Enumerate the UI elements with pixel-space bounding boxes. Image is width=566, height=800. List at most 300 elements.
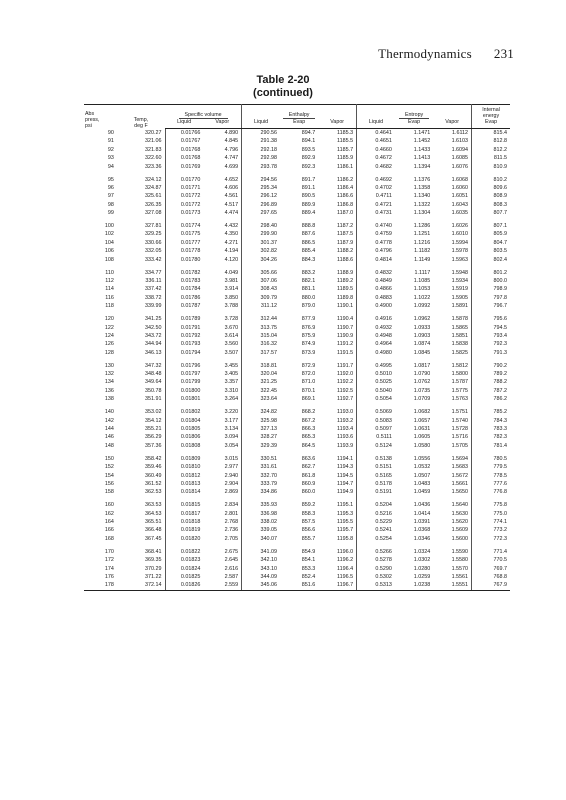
table-cell: 881.1 (301, 286, 316, 293)
table-cell: 3.310 (203, 387, 241, 395)
table-cell: 3.670 (203, 324, 241, 332)
table-cell: 1.1085 (413, 278, 431, 284)
table-cell: 0.5290 (375, 565, 392, 572)
table-cell: 3.357 (203, 378, 241, 386)
table-cell: 1.0992 (413, 303, 431, 310)
table-cell: 1187.9 (318, 239, 356, 247)
table-cell: 1.1251 (413, 231, 431, 238)
table-cell: 1.6060 (433, 184, 471, 192)
table-cell: 796.7 (493, 303, 507, 310)
table-cell: 146 (104, 434, 114, 441)
table-cell: 1.5963 (433, 256, 471, 264)
table-cell: 880.0 (301, 294, 316, 301)
table-cell: 0.5216 (375, 510, 392, 517)
table-cell: 1.1182 (414, 248, 431, 255)
table-cell: 1189.2 (318, 277, 356, 285)
table-cell: 0.4916 (375, 316, 392, 323)
table-cell: 812.8 (493, 138, 507, 145)
table-cell: 4.517 (203, 201, 241, 209)
table-cell: 3.054 (203, 442, 241, 450)
table-cell: 3.788 (203, 302, 241, 310)
table-cell: 0.4740 (375, 223, 392, 230)
table-cell: 0.4995 (375, 362, 392, 369)
table-cell: 860.0 (301, 489, 316, 496)
table-cell: 1.0580 (413, 442, 431, 449)
table-cell: 353.02 (117, 404, 165, 417)
table-cell: 0.01815 (180, 502, 201, 509)
table-cell: 178 (84, 581, 117, 590)
subheader-vapor: Vapor (318, 119, 356, 129)
table-cell: 1.1452 (413, 138, 431, 145)
table-cell: 0.01823 (180, 557, 201, 564)
table-cell: 4.120 (203, 256, 241, 264)
table-cell: 3.177 (203, 417, 241, 425)
table-cell: 345.06 (242, 581, 280, 590)
table-cell: 782.3 (493, 434, 507, 441)
table-cell: 328.27 (260, 434, 277, 441)
table-cell: 329.39 (260, 442, 277, 449)
table-cell: 0.01799 (180, 379, 201, 386)
table-cell: 1186.4 (318, 184, 356, 192)
table-cell: 0.01787 (180, 303, 201, 310)
table-cell: 156 (104, 480, 114, 487)
table-cell: 1.5994 (433, 239, 471, 247)
table-cell: 3.728 (203, 311, 241, 324)
table-cell: 1.6026 (433, 218, 471, 231)
table-cell: 4.271 (203, 239, 241, 247)
table-cell: 116 (105, 294, 114, 301)
table-cell: 1.1286 (413, 223, 431, 230)
table-cell: 853.3 (301, 565, 316, 572)
table-cell: 358.42 (117, 450, 165, 463)
table-cell: 787.2 (493, 387, 507, 394)
table-cell: 854.1 (301, 557, 316, 564)
table-cell: 771.4 (493, 548, 507, 555)
table-cell: 0.01767 (180, 138, 201, 145)
table-cell: 892.9 (301, 155, 316, 162)
table-cell: 1185.3 (318, 129, 356, 138)
table-cell: 804.7 (493, 239, 507, 246)
table-cell: 1.6112 (433, 129, 471, 138)
table-cell: 0.01780 (180, 256, 201, 263)
table-cell: 1.0532 (413, 464, 431, 471)
table-cell: 1.5919 (433, 285, 471, 293)
table-cell: 0.01792 (180, 332, 201, 339)
table-cell: 1.5650 (433, 488, 471, 496)
abs-press-header: Abs press, psi (85, 110, 100, 129)
table-cell: 1.1022 (413, 294, 431, 301)
table-cell: 793.4 (493, 332, 507, 339)
table-cell: 873.9 (301, 349, 316, 356)
table-cell: 321.83 (117, 146, 165, 154)
table-cell: 1.5800 (433, 370, 471, 378)
table-cell: 1195.3 (318, 510, 356, 518)
table-cell: 1185.5 (318, 137, 356, 145)
table-cell: 1.1433 (413, 146, 431, 153)
table-cell: 2.705 (203, 535, 241, 543)
table-cell: 293.78 (260, 163, 277, 170)
table-cell: 800.0 (493, 278, 507, 284)
table-cell: 4.194 (203, 247, 241, 255)
table-cell: 317.57 (260, 349, 277, 356)
table-cell: 0.4672 (375, 155, 392, 162)
table-cell: 168 (104, 535, 114, 542)
table-cell: 333.42 (117, 256, 165, 264)
table-row (84, 285, 510, 293)
table-cell: 891.1 (301, 184, 316, 191)
table-cell: 1.0874 (413, 341, 431, 348)
table-cell: 3.614 (203, 332, 241, 340)
table-cell: 350.78 (117, 387, 165, 395)
table-row (84, 370, 510, 378)
table-cell: 885.4 (301, 248, 316, 255)
table-cell: 1189.8 (318, 294, 356, 302)
table-cell: 1.5570 (433, 565, 471, 573)
table-cell: 0.01768 (180, 146, 201, 153)
table-cell: 1.5978 (433, 247, 471, 255)
table-cell: 361.52 (117, 480, 165, 488)
table-cell: 0.4883 (375, 294, 392, 301)
table-row (84, 264, 510, 277)
table-cell: 294.56 (260, 176, 277, 183)
table-cell: 0.01802 (180, 409, 201, 416)
table-row (84, 163, 510, 171)
table-cell: 1.0903 (413, 332, 431, 339)
table-cell: 0.01809 (180, 455, 201, 462)
table-cell: 0.5069 (375, 409, 392, 416)
table-cell: 323.64 (260, 396, 277, 403)
table-cell: 304.26 (260, 256, 277, 263)
table-cell: 807.1 (493, 223, 507, 230)
table-cell: 859.2 (301, 502, 316, 509)
table-cell: 883.2 (301, 269, 316, 276)
table-cell: 341.09 (260, 548, 277, 555)
table-cell: 1.5891 (433, 302, 471, 310)
table-cell: 1.6035 (433, 209, 471, 217)
table-row (84, 497, 510, 510)
table-cell: 1.0259 (413, 574, 431, 580)
table-cell: 789.2 (493, 371, 507, 378)
table-cell: 298.40 (260, 223, 277, 230)
table-cell: 4.561 (203, 192, 241, 200)
table-cell: 1.6068 (433, 171, 471, 184)
table-cell: 295.34 (260, 184, 277, 191)
table-row (84, 404, 510, 417)
table-cell: 330.51 (260, 455, 277, 462)
table-cell: 2.675 (203, 543, 241, 556)
table-cell: 803.5 (493, 248, 507, 255)
table-cell: 332.70 (260, 472, 277, 479)
table-cell: 1.0238 (395, 581, 433, 590)
table-cell: 1193.6 (318, 433, 356, 441)
table-cell: 320.27 (117, 129, 165, 138)
table-row (84, 518, 510, 526)
table-cell: 368.41 (117, 543, 165, 556)
table-cell: 1.1117 (414, 269, 431, 276)
table-cell: 0.5138 (375, 455, 392, 462)
table-cell: 0.5191 (375, 489, 392, 496)
table-cell: 128 (104, 349, 114, 356)
table-cell: 3.405 (203, 370, 241, 378)
table-cell: 1194.5 (318, 472, 356, 480)
table-cell: 868.2 (301, 409, 316, 416)
table-cell: 0.4980 (375, 349, 392, 356)
table-cell: 340.07 (260, 535, 277, 542)
table-cell: 154 (104, 472, 114, 479)
table-cell: 2.616 (203, 565, 241, 573)
table-cell: 1.5609 (433, 526, 471, 534)
table-cell: 2.904 (203, 480, 241, 488)
table-cell: 805.9 (493, 231, 507, 238)
table-cell: 96 (107, 184, 114, 191)
table-row (84, 463, 510, 471)
table-cell: 104 (104, 239, 114, 246)
table-cell: 810.2 (493, 176, 507, 183)
table-cell: 783.3 (493, 426, 507, 432)
table-cell: 1.5838 (433, 340, 471, 348)
table-cell: 339.99 (117, 302, 165, 310)
table-cell: 370.29 (117, 565, 165, 573)
table-cell: 1.0391 (413, 519, 431, 526)
table-cell: 0.5111 (376, 434, 392, 441)
table-cell: 0.4796 (375, 248, 392, 255)
table-cell: 2.940 (203, 472, 241, 480)
table-cell: 0.4948 (375, 332, 392, 339)
table-number: Table 2-20 (256, 74, 310, 86)
table-cell: 1.0483 (413, 480, 431, 487)
table-cell: 0.01784 (180, 286, 201, 293)
table-cell: 333.79 (260, 480, 277, 487)
table-cell: 0.01786 (180, 294, 201, 301)
table-cell: 1187.5 (318, 230, 356, 238)
table-cell: 325.98 (260, 417, 277, 424)
table-row (84, 573, 510, 581)
table-cell: 0.5151 (375, 464, 392, 471)
table-cell: 1.5580 (433, 556, 471, 564)
table-cell: 1.5683 (433, 463, 471, 471)
table-cell: 327.81 (117, 218, 165, 231)
table-cell: 810.9 (493, 163, 507, 170)
table-cell: 1187.2 (318, 218, 356, 231)
table-cell: 0.01773 (180, 210, 201, 217)
table-cell: 1193.9 (318, 442, 356, 450)
table-cell: 1195.7 (318, 526, 356, 534)
table-cell: 851.6 (280, 581, 318, 590)
steam-table (84, 104, 510, 591)
table-cell: 99 (107, 210, 114, 217)
table-cell: 0.01772 (180, 193, 201, 200)
table-cell: 1185.9 (318, 154, 356, 162)
table-cell: 100 (104, 223, 114, 230)
table-cell: 1.0657 (413, 417, 431, 424)
table-cell: 0.5204 (375, 502, 392, 509)
table-cell: 1194.1 (318, 450, 356, 463)
table-cell: 0.5229 (375, 519, 392, 526)
table-cell: 0.01818 (180, 519, 201, 526)
table-cell: 1.5851 (433, 332, 471, 340)
table-row (84, 340, 510, 348)
table-cell: 1.1149 (414, 256, 431, 263)
table-row (84, 302, 510, 310)
table-cell: 0.01789 (180, 316, 201, 323)
table-cell: 866.3 (301, 426, 316, 432)
table-cell: 767.9 (472, 581, 510, 590)
table-cell: 124 (104, 332, 114, 339)
table-cell: 1185.7 (318, 146, 356, 154)
table-cell: 90 (107, 129, 114, 136)
table-cell: 0.01814 (180, 489, 201, 496)
table-cell: 891.7 (301, 176, 316, 183)
table-row (84, 433, 510, 441)
table-cell: 0.01825 (180, 574, 201, 580)
table-cell: 781.4 (493, 442, 507, 449)
table-cell: 784.3 (493, 417, 507, 424)
table-row (84, 556, 510, 564)
table-cell: 1.5905 (433, 294, 471, 302)
table-cell: 118 (105, 303, 114, 310)
table-cell: 1196.5 (318, 573, 356, 581)
table-cell: 1188.6 (318, 256, 356, 264)
table-cell: 108 (104, 256, 114, 263)
table-cell: 0.01797 (180, 371, 201, 378)
table-cell: 794.5 (493, 324, 507, 331)
table-cell: 856.6 (301, 527, 316, 534)
table-cell: 110 (105, 269, 114, 276)
table-cell: 1.0631 (413, 426, 431, 432)
table-cell: 1.5551 (433, 581, 471, 590)
table-cell: 1.5787 (433, 378, 471, 386)
table-row (84, 387, 510, 395)
table-cell: 1192.7 (318, 395, 356, 403)
table-cell: 1196.7 (318, 581, 356, 590)
table-header (84, 105, 510, 129)
table-cell: 0.01800 (180, 387, 201, 394)
table-cell: 0.4814 (375, 256, 392, 263)
table-cell: 2.645 (203, 556, 241, 564)
table-cell: 0.5178 (375, 480, 392, 487)
table-cell: 861.8 (301, 472, 316, 479)
table-cell: 4.747 (203, 154, 241, 162)
table-cell: 0.5124 (375, 442, 392, 449)
table-cell: 4.350 (203, 230, 241, 238)
table-cell: 1.0933 (413, 324, 431, 331)
table-cell: 321.06 (117, 137, 165, 145)
table-cell: 292.98 (260, 155, 277, 162)
table-cell: 852.4 (301, 574, 316, 580)
table-cell: 307.06 (260, 278, 277, 284)
table-cell: 884.3 (301, 256, 316, 263)
table-cell: 879.0 (301, 303, 316, 310)
table-row (84, 332, 510, 340)
table-cell: 330.66 (117, 239, 165, 247)
table-cell: 889.9 (301, 201, 316, 208)
table-cell: 0.4692 (375, 176, 392, 183)
table-row (84, 218, 510, 231)
table-cell: 2.768 (203, 518, 241, 526)
table-cell: 1.5751 (433, 404, 471, 417)
table-cell: 106 (104, 248, 114, 255)
table-cell: 144 (104, 426, 114, 432)
table-cell: 0.4651 (375, 138, 392, 145)
table-cell: 98 (107, 201, 114, 208)
table-cell: 0.4832 (375, 269, 392, 276)
table-cell: 1187.0 (318, 209, 356, 217)
table-cell: 363.53 (117, 497, 165, 510)
table-cell: 0.01782 (180, 269, 201, 276)
table-cell: 150 (104, 455, 114, 462)
table-cell: 152 (104, 464, 114, 471)
table-cell: 876.9 (301, 324, 316, 331)
table-cell: 775.8 (493, 502, 507, 509)
table-cell: 0.01771 (180, 184, 201, 191)
table-cell: 134 (104, 379, 114, 386)
table-cell: 321.25 (260, 379, 277, 386)
table-cell: 0.01810 (180, 464, 201, 471)
table-cell: 3.094 (203, 433, 241, 441)
table-cell: 342.10 (260, 557, 277, 564)
table-cell: 1.0735 (413, 387, 431, 394)
table-cell: 4.049 (203, 264, 241, 277)
subheader-evap: Evap (395, 119, 433, 129)
table-cell: 351.91 (117, 395, 165, 403)
table-cell: 1.0368 (413, 527, 431, 534)
table-cell: 2.834 (203, 497, 241, 510)
running-head-title: Thermodynamics (378, 46, 472, 61)
table-cell: 2.869 (203, 488, 241, 496)
table-row (84, 442, 510, 450)
table-cell: 336.11 (117, 277, 165, 285)
table-cell: 864.5 (301, 442, 316, 449)
table-row (84, 395, 510, 403)
table-row (84, 154, 510, 162)
table-cell: 132 (104, 371, 114, 378)
table-cell: 808.3 (493, 201, 507, 208)
table-cell: 95 (107, 176, 114, 183)
subheader-liquid: Liquid (357, 119, 395, 129)
table-row (84, 543, 510, 556)
table-cell: 790.2 (493, 362, 507, 369)
table-cell: 372.14 (117, 581, 165, 590)
table-cell: 772.3 (493, 535, 507, 542)
entropy-header: Entropy (357, 105, 472, 120)
table-cell: 2.801 (203, 510, 241, 518)
table-cell: 894.7 (301, 130, 316, 136)
table-row (84, 184, 510, 192)
table-cell: 1192.2 (318, 378, 356, 386)
table-cell: 4.606 (203, 184, 241, 192)
table-cell: 1191.2 (318, 340, 356, 348)
table-cell: 1.5812 (433, 357, 471, 370)
table-cell: 4.796 (203, 146, 241, 154)
table-cell: 344.94 (117, 340, 165, 348)
table-cell: 3.134 (203, 425, 241, 433)
table-cell: 0.01805 (180, 426, 201, 432)
table-cell: 0.5266 (375, 548, 392, 555)
table-cell: 863.6 (301, 455, 316, 462)
table-row (84, 480, 510, 488)
table-cell: 309.79 (260, 294, 277, 301)
table-cell: 0.01778 (180, 248, 201, 255)
table-row (84, 349, 510, 357)
table-body (84, 129, 510, 591)
table-cell: 3.507 (203, 349, 241, 357)
table-cell: 1.0962 (413, 316, 431, 323)
table-row (84, 230, 510, 238)
table-cell: 770.5 (493, 557, 507, 564)
table-cell: 296.12 (260, 193, 277, 200)
table-cell: 138 (104, 396, 114, 403)
table-row (84, 239, 510, 247)
